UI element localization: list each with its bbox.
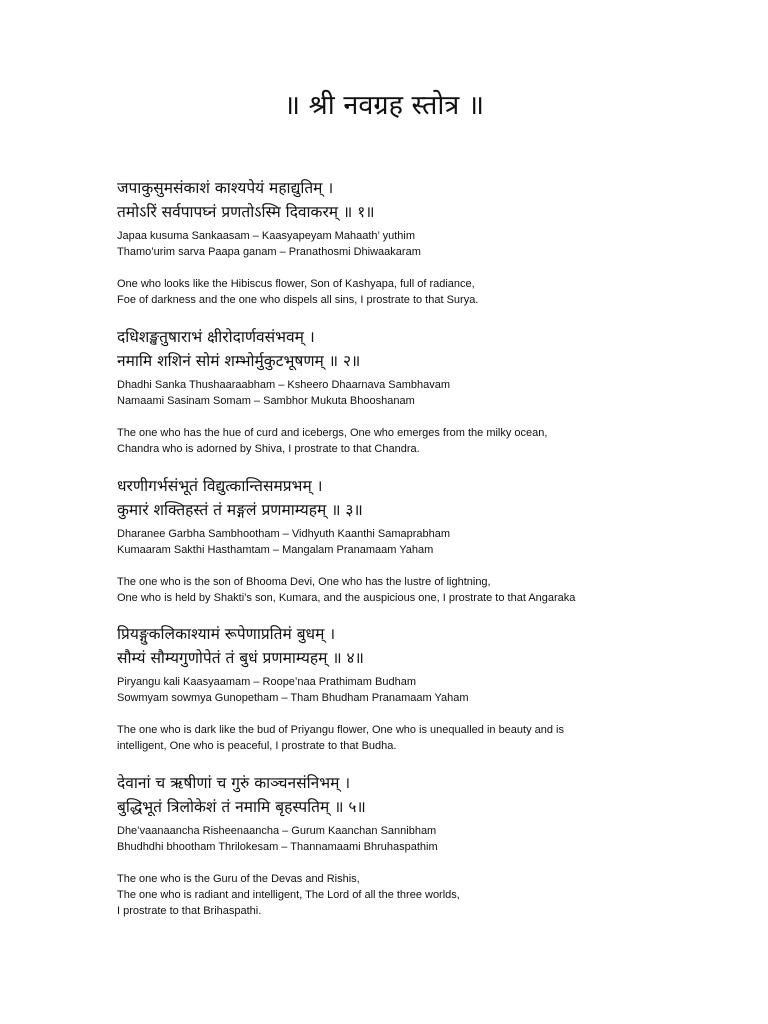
sanskrit-line: धरणीगर्भसंभूतं विद्युत्कान्तिसमप्रभम् । [117, 477, 323, 495]
transliteration-line: Namaami Sasinam Somam – Sambhor Mukuta Bhooshanam [117, 395, 415, 407]
transliteration [117, 526, 727, 558]
meaning [117, 574, 717, 606]
sanskrit-line: तमोऽरिं सर्वपापघ्नं प्रणतोऽस्मि दिवाकरम् ॥ १॥ [117, 203, 375, 221]
meaning-line: The one who has the hue of curd and icebergs, One who emerges from the milky ocean, [117, 427, 548, 439]
meaning-line: Foe of darkness and the one who dispels all sins, I prostrate to that Surya. [117, 294, 479, 306]
meaning [117, 425, 717, 457]
sanskrit-text [117, 325, 727, 373]
meaning [117, 722, 717, 754]
meaning-line: The one who is the son of Bhooma Devi, One who has the lustre of lightning, [117, 576, 491, 588]
sanskrit-line: जपाकुसुमसंकाशं काश्यपेयं महाद्युतिम् । [117, 179, 334, 197]
sanskrit-text [117, 176, 727, 224]
sanskrit-text [117, 622, 727, 670]
sanskrit-line: दधिशङ्खतुषाराभं क्षीरोदार्णवसंभवम् । [117, 328, 315, 346]
page-title: ॥ श्री नवग्रह स्तोत्र ॥ [283, 90, 485, 121]
transliteration [117, 377, 727, 409]
sanskrit-line: देवानां च ऋषीणां च गुरुं काञ्चनसंनिभम् । [117, 774, 351, 792]
verse-1 [117, 176, 727, 308]
transliteration-line: Dhe’vaanaancha Risheenaancha – Gurum Kaanchan Sannibham [117, 825, 437, 837]
verse-4 [117, 622, 727, 754]
sanskrit-line: नमामि शशिनं सोमं शम्भोर्मुकुटभूषणम् ॥ २॥ [117, 352, 361, 370]
sanskrit-line: कुमारं शक्तिहस्तं तं मङ्गलं प्रणमाम्यहम् ॥ ३॥ [117, 501, 363, 519]
sanskrit-line: बुद्धिभूतं त्रिलोकेशं तं नमामि बृहस्पतिम् ॥ ५॥ [117, 798, 366, 816]
verse-3 [117, 474, 727, 606]
sanskrit-line: सौम्यं सौम्यगुणोपेतं तं बुधं प्रणमाम्यहम् ॥ ४॥ [117, 649, 364, 667]
verse-5 [117, 771, 727, 919]
transliteration-line: Dhadhi Sanka Thushaaraabham – Ksheero Dhaarnava Sambhavam [117, 379, 451, 391]
verse-2 [117, 325, 727, 457]
transliteration-line: Japaa kusuma Sankaasam – Kaasyapeyam Mahaath’ yuthim [117, 230, 415, 242]
meaning-line: One who looks like the Hibiscus flower, Son of Kashyapa, full of radiance, [117, 278, 475, 290]
sanskrit-text [117, 474, 727, 522]
meaning-line: One who is held by Shakti’s son, Kumara, and the auspicious one, I prostrate to that Angaraka [117, 592, 576, 604]
meaning-line: I prostrate to that Brihaspathi. [117, 905, 262, 917]
transliteration-line: Sowmyam sowmya Gunopetham – Tham Bhudham Pranamaam Yaham [117, 692, 469, 704]
meaning-line: Chandra who is adorned by Shiva, I prostrate to that Chandra. [117, 443, 420, 455]
transliteration [117, 823, 727, 855]
transliteration-line: Dharanee Garbha Sambhootham – Vidhyuth Kaanthi Samaprabham [117, 528, 451, 540]
meaning-line: The one who is radiant and intelligent, The Lord of all the three worlds, [117, 889, 460, 901]
transliteration-line: Piryangu kali Kaasyaamam – Roope’naa Prathimam Budham [117, 676, 416, 688]
transliteration-line: Thamo’urim sarva Paapa ganam – Pranathosmi Dhiwaakaram [117, 246, 421, 258]
meaning-line: The one who is dark like the bud of Priyangu flower, One who is unequalled in beauty and is [117, 724, 564, 736]
transliteration [117, 674, 727, 706]
meaning-line: intelligent, One who is peaceful, I prostrate to that Budha. [117, 740, 397, 752]
transliteration-line: Kumaaram Sakthi Hasthamtam – Mangalam Pranamaam Yaham [117, 544, 434, 556]
transliteration [117, 228, 727, 260]
meaning [117, 871, 717, 919]
sanskrit-line: प्रियङ्गुकलिकाश्यामं रूपेणाप्रतिमं बुधम् । [117, 625, 336, 643]
meaning-line: The one who is the Guru of the Devas and Rishis, [117, 873, 360, 885]
sanskrit-text [117, 771, 727, 819]
meaning [117, 276, 717, 308]
transliteration-line: Bhudhdhi bhootham Thrilokesam – Thannamaami Bhruhaspathim [117, 841, 438, 853]
